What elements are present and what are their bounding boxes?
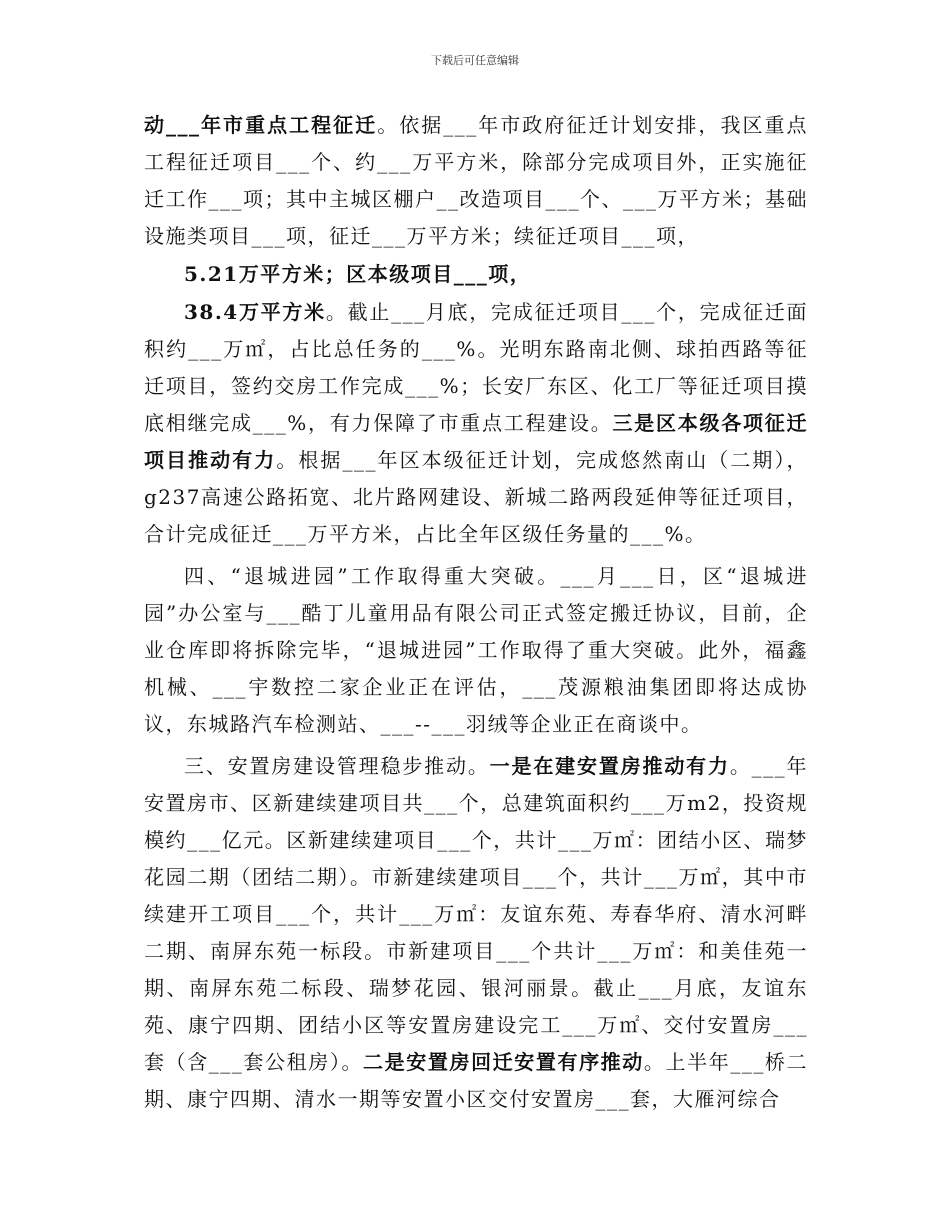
- paragraph-5: [144, 743, 808, 1118]
- bold-phrase: 二是安置房回迁安置有序推动: [363, 1050, 644, 1074]
- paragraph-4: [144, 553, 808, 743]
- bold-phrase: 一是在建安置房推动有力: [489, 754, 730, 778]
- paragraph-text: 。___年安置房市、区新建续建项目共___个，总建筑面积约___万m2，投资规模约___亿元。区新建续建项目___个，共计___万㎡：团结小区、瑞梦花园二期（团结二期）。市新建续建项目___个，共计___万㎡，其中市续建开工项目___个，共计___万㎡：友谊东苑、寿春华府、清水河畔二期、南屏东苑一标段。市新建项目___个共计___万㎡：和美佳苑一期、南屏东苑二标段、瑞梦花园、银河丽景。截止___月底，友谊东苑、康宁四期、团结小区等安置房建设完工___万㎡、交付安置房___套（含___套公租房）: [144, 754, 809, 1074]
- bold-phrase: 三是区本级各项征迁项目推动有力: [144, 411, 808, 472]
- bold-phrase: 动___年市重点工程征迁: [144, 113, 378, 137]
- page-header: 下载后可任意编辑: [431, 54, 519, 67]
- bold-phrase: 5.21万平方米；区本级项目___项，: [184, 262, 532, 286]
- paragraph-text: 。依据___年市政府征迁计划安排，我区重点工程征迁项目___个、约___万平方米，除部分完成项目外，正实施征迁工作___项；其中主城区棚户__改造项目___个、___万平方米；基础设施类项目___项，征迁___万平方米；续征迁项目___项，: [144, 113, 809, 248]
- paragraph-text: 四、“退城进园”工作取得重大突破。___月___日，区“退城进园”办公室与___酷丁儿童用品有限公司正式签定搬迁协议，目前，企业仓库即将拆除完毕，“退城进园”工作取得了重大突破。此外，福鑫机械、___宇数控二家企业正在评估，___茂源粮油集团即将达成协议，东城路汽车检测站、___--___羽绒等企业正在商谈中。: [144, 564, 808, 736]
- paragraph-2: [144, 255, 808, 293]
- paragraph-text: 。根据___年区本级征迁计划，完成悠然南山（二期），g237高速公路拓宽、北片路网建设、新城二路两段延伸等征迁项目，合计完成征迁___万平方米，占比全年区级任务量的___%。: [144, 448, 809, 546]
- bold-phrase: 38.4万平方米: [184, 300, 326, 324]
- section-heading: 三、安置房建设管理稳步推动。: [184, 754, 490, 778]
- paragraph-1: [144, 107, 808, 255]
- paragraph-text: 。截止___月底，完成征迁项目___个，完成征迁面积约___万㎡，占比总任务的___%。光明东路南北侧、球拍西路等征迁项目，签约交房工作完成___%；长安厂东区、化工厂等征迁项目摸底相继完成___%，有力保障了市重点工程建设。: [144, 300, 808, 435]
- document-body: [144, 107, 808, 1118]
- paragraph-text: 。: [341, 1050, 364, 1074]
- paragraph-text: 。上半年___桥二期、康宁四期、清水一期等安置小区交付安置房___套，大雁河综合: [144, 1050, 809, 1111]
- paragraph-3: [144, 293, 808, 553]
